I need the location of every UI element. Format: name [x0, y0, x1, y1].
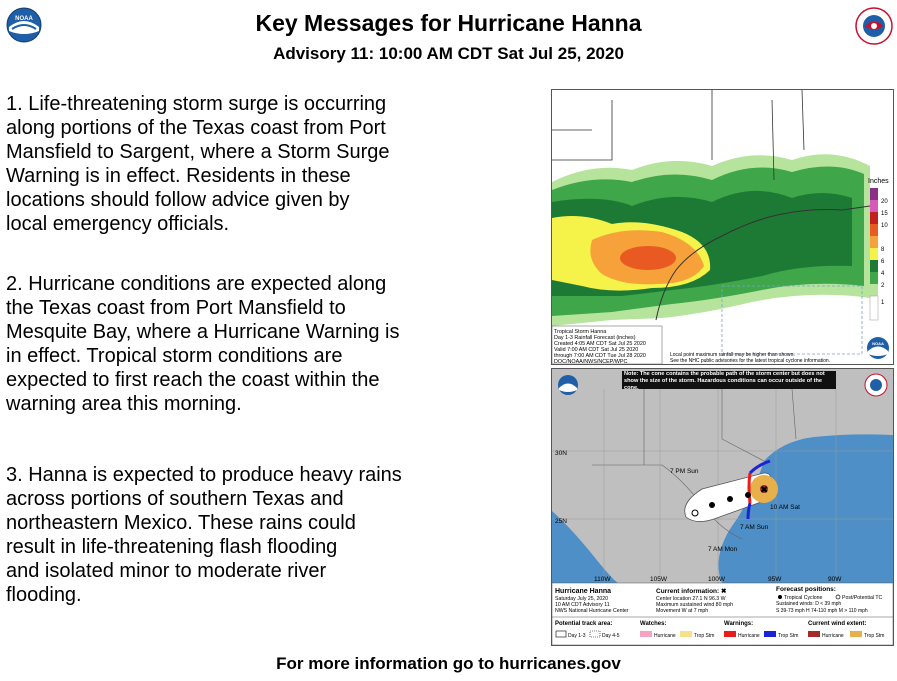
track-day13-swatch	[556, 631, 566, 637]
forecast-item: Tropical Cyclone	[784, 595, 823, 601]
key-message-line: result in life-threatening flash flooding	[6, 536, 338, 558]
cone-nws-logo	[865, 374, 887, 396]
rain-legend-15	[870, 200, 878, 212]
lon-label: 95W	[768, 576, 782, 583]
key-message-1	[6, 92, 546, 236]
rain-legend-label: 15	[881, 211, 888, 217]
key-message-line: flooding.	[6, 584, 82, 606]
cone-noaa-logo	[558, 375, 578, 395]
hurricane-warning-swatch	[724, 631, 736, 637]
forecast-line: Sustained winds: D < 39 mph	[776, 601, 842, 607]
key-message-line: Mansfield to Sargent, where a Storm Surge	[6, 141, 390, 163]
hurricane-warning-coast	[749, 473, 750, 503]
rain-legend-label: 1	[881, 300, 885, 306]
key-message-line: Warning is in effect. Residents in these	[6, 165, 351, 187]
footer-link-text: For more information go to hurricanes.gov	[276, 654, 621, 673]
rain-noaa-logo-text: NOAA	[872, 341, 884, 346]
forecast-line: S 39-73 mph H 74-110 mph M > 110 mph	[776, 608, 868, 614]
current-info-line: Center location 27.1 N 96.3 W	[656, 596, 726, 602]
rain-legend-label: 10	[881, 223, 888, 229]
rain-noaa-logo	[867, 337, 889, 359]
rain-info-line: Created 4:05 AM CDT Sat Jul 25 2020	[554, 341, 646, 347]
current-info-line: Maximum sustained wind 80 mph	[656, 602, 733, 608]
warning-item: Hurricane	[738, 633, 760, 639]
wind-item: Hurricane	[822, 633, 844, 639]
lon-label: 105W	[650, 576, 667, 583]
key-message-line: northeastern Mexico. These rains could	[6, 512, 356, 534]
lat-label: 30N	[555, 450, 567, 457]
time-label: 7 AM Mon	[708, 546, 738, 553]
ts-warning-swatch	[764, 631, 776, 637]
nws-logo	[855, 7, 893, 45]
lon-label: 100W	[708, 576, 725, 583]
rain-legend-title: Inches	[868, 178, 889, 185]
tropical-cyclone-dot	[778, 595, 782, 599]
rain-note-line: Local point maximum rainfall may be higher than shown.	[670, 352, 795, 358]
storm-info-line: Saturday July 25, 2020	[555, 596, 609, 602]
cone-note: Note: The cone contains the probable path of the storm center but does not show the size of the storm. Hazardous conditions can occur outside of the cone.	[624, 371, 825, 389]
hurricane-watch-swatch	[640, 631, 652, 637]
lon-label: 110W	[594, 576, 611, 583]
key-message-line: across portions of southern Texas and	[6, 488, 344, 510]
rain-legend-label: 8	[881, 247, 885, 253]
storm-info-line: NWS National Hurricane Center	[555, 608, 629, 614]
rain-info-line: Day 1-3 Rainfall Forecast (inches)	[554, 335, 636, 341]
rain-legend-4	[870, 248, 878, 260]
wind-item: Trop Stm	[864, 633, 885, 639]
rain-info-line: Valid 7:00 AM CDT Sat Jul 25 2020	[554, 347, 639, 353]
wind-extent-title: Current wind extent:	[808, 621, 867, 627]
rain-legend-10	[870, 212, 878, 224]
rain-legend-white	[870, 296, 878, 320]
rain-band-max	[620, 246, 676, 270]
lon-label: 90W	[828, 576, 842, 583]
key-message-line: in effect. Tropical storm conditions are	[6, 345, 343, 367]
rain-info-line: Tropical Storm Hanna	[554, 329, 607, 335]
storm-name: Hurricane Hanna	[555, 588, 612, 595]
advisory-subtitle: Advisory 11: 10:00 AM CDT Sat Jul 25, 2020	[273, 44, 624, 63]
watch-item: Trop Stm	[694, 633, 715, 639]
rain-note-line: See the NHC public advisories for the latest tropical cyclone information.	[670, 358, 831, 364]
rain-legend-label: 20	[881, 199, 888, 205]
key-message-3	[6, 463, 546, 607]
time-label: 10 AM Sat	[770, 504, 800, 511]
time-label: 7 PM Sun	[670, 468, 699, 475]
key-message-line: 1. Life-threatening storm surge is occurring	[6, 93, 387, 115]
current-info-line: Movement W at 7 mph	[656, 608, 709, 614]
warnings-title: Warnings:	[724, 621, 754, 627]
key-message-line: 3. Hanna is expected to produce heavy rains	[6, 464, 402, 486]
track-item: Day 1-3	[568, 633, 586, 639]
watch-item: Hurricane	[654, 633, 676, 639]
rainfall-forecast-map	[551, 89, 894, 365]
rain-info-line: through 7:00 AM CDT Tue Jul 28 2020	[554, 353, 646, 359]
hurricane-wind-swatch	[808, 631, 820, 637]
rain-legend-20	[870, 188, 878, 200]
key-message-line: along portions of the Texas coast from Port	[6, 117, 386, 139]
key-message-line: and isolated minor to moderate river	[6, 560, 327, 582]
key-message-line: 2. Hurricane conditions are expected along	[6, 273, 387, 295]
key-message-line: the Texas coast from Port Mansfield to	[6, 297, 346, 319]
rain-info-line: DOC/NOAA/NWS/NCEP/WPC	[554, 359, 628, 364]
noaa-logo-text: NOAA	[15, 16, 33, 22]
rain-legend-1	[870, 272, 878, 284]
rain-legend-6	[870, 236, 878, 248]
forecast-cone-map	[551, 368, 894, 646]
key-message-2	[6, 272, 546, 416]
key-message-line: Mesquite Bay, where a Hurricane Warning is	[6, 321, 400, 343]
track-day45-swatch	[590, 631, 600, 637]
key-message-line: warning area this morning.	[6, 393, 242, 415]
track-area-title: Potential track area:	[555, 621, 613, 627]
current-info-title: Current information: ✖	[656, 588, 727, 595]
post-tc-dot	[836, 595, 840, 599]
storm-info-line: 10 AM CDT Advisory 11	[555, 602, 610, 608]
ts-wind-swatch	[850, 631, 862, 637]
current-position-marker: ✖	[760, 485, 769, 496]
warning-item: Trop Stm	[778, 633, 799, 639]
forecast-item: Post/Potential TC	[842, 595, 883, 601]
ts-watch-swatch	[680, 631, 692, 637]
watches-title: Watches:	[640, 621, 667, 627]
key-message-line: expected to first reach the coast within the	[6, 369, 380, 391]
page-title: Key Messages for Hurricane Hanna	[255, 10, 642, 36]
rain-legend-label: 2	[881, 283, 885, 289]
rain-legend-2	[870, 260, 878, 272]
track-item: Day 4-5	[602, 633, 620, 639]
time-label: 7 AM Sun	[740, 524, 769, 531]
rain-legend-label: 4	[881, 271, 885, 277]
key-message-line: locations should follow advice given by	[6, 189, 350, 211]
key-message-line: local emergency officials.	[6, 213, 230, 235]
rain-legend-0	[870, 284, 878, 296]
lat-label: 25N	[555, 518, 567, 525]
rain-legend-8	[870, 224, 878, 236]
forecast-positions-title: Forecast positions:	[776, 586, 836, 593]
rain-legend-label: 6	[881, 259, 885, 265]
